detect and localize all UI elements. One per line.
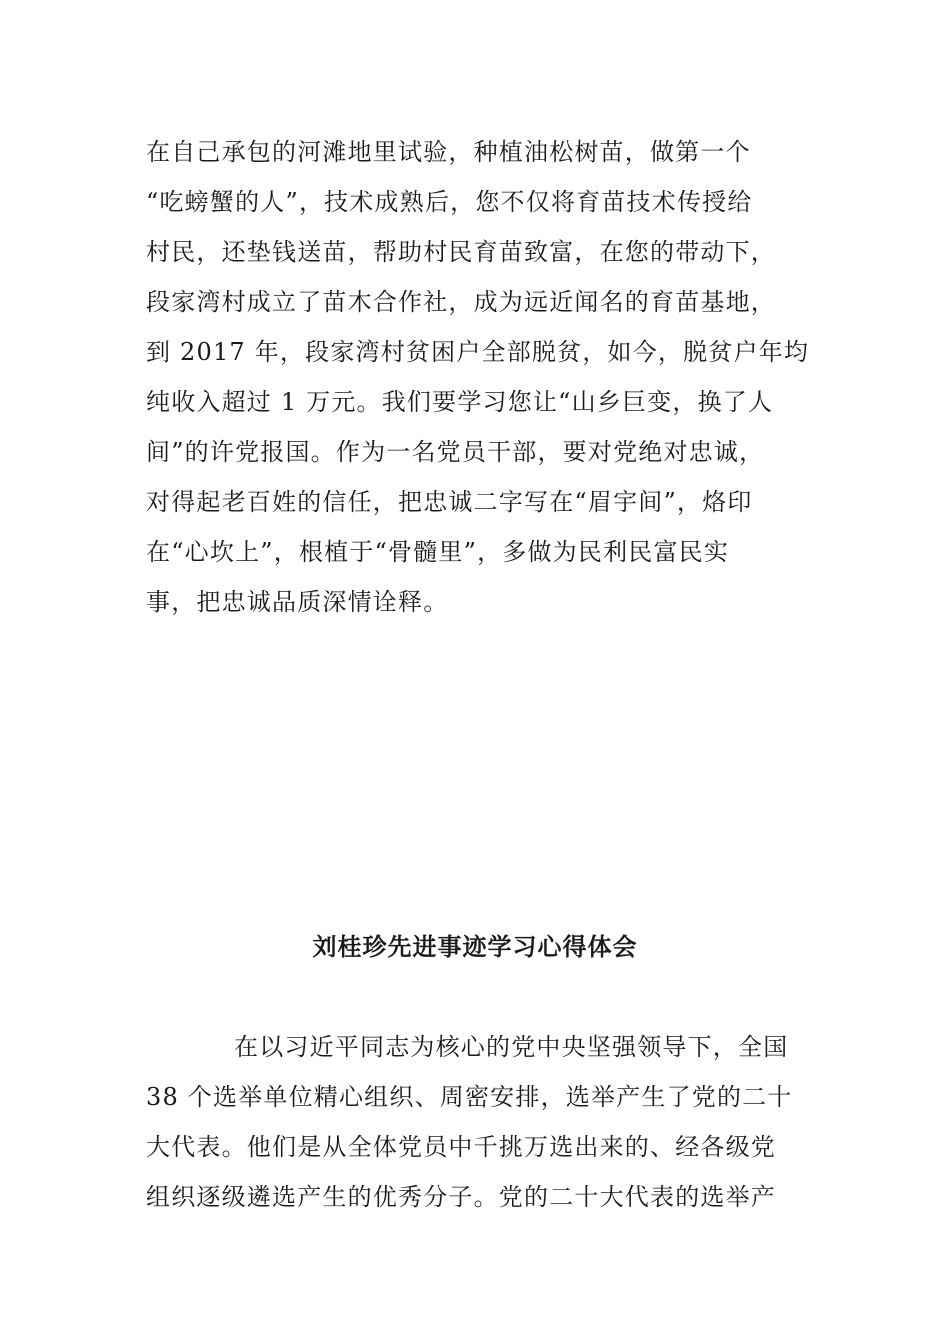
section-title: 刘桂珍先进事迹学习心得体会 xyxy=(312,932,638,961)
text-line: 到 2017 年，段家湾村贫困户全部脱贫，如今，脱贫户年均 xyxy=(146,338,810,366)
text-line: “吃螃蟹的人”，技术成熟后，您不仅将育苗技术传授给 xyxy=(146,188,753,216)
text-line: 段家湾村成立了苗木合作社，成为远近闻名的育苗基地， xyxy=(146,288,776,316)
text-line: 间”的许党报国。作为一名党员干部，要对党绝对忠诚， xyxy=(146,438,765,466)
paragraph-new xyxy=(146,1022,806,1222)
text-line: 组织逐级遴选产生的优秀分子。党的二十大代表的选举产 xyxy=(146,1183,776,1211)
text-line: 大代表。他们是从全体党员中千挑万选出来的、经各级党 xyxy=(146,1133,776,1161)
text-line: 事，把忠诚品质深情诠释。 xyxy=(146,588,449,616)
paragraph-continued xyxy=(146,127,810,627)
text-line: 在自己承包的河滩地里试验，种植油松树苗，做第一个 xyxy=(146,138,751,166)
text-line: 在“心坎上”，根植于“骨髓里”，多做为民利民富民实 xyxy=(146,538,730,566)
text-line: 纯收入超过 1 万元。我们要学习您让“山乡巨变，换了人 xyxy=(146,388,774,416)
text-line: 村民，还垫钱送苗，帮助村民育苗致富，在您的带动下， xyxy=(146,238,776,266)
text-line: 对得起老百姓的信任，把忠诚二字写在“眉宇间”，烙印 xyxy=(146,488,753,516)
text-line: 38 个选举单位精心组织、周密安排，选举产生了党的二十 xyxy=(146,1083,793,1111)
text-line: 在以习近平同志为核心的党中央坚强领导下，全国 xyxy=(234,1033,789,1061)
